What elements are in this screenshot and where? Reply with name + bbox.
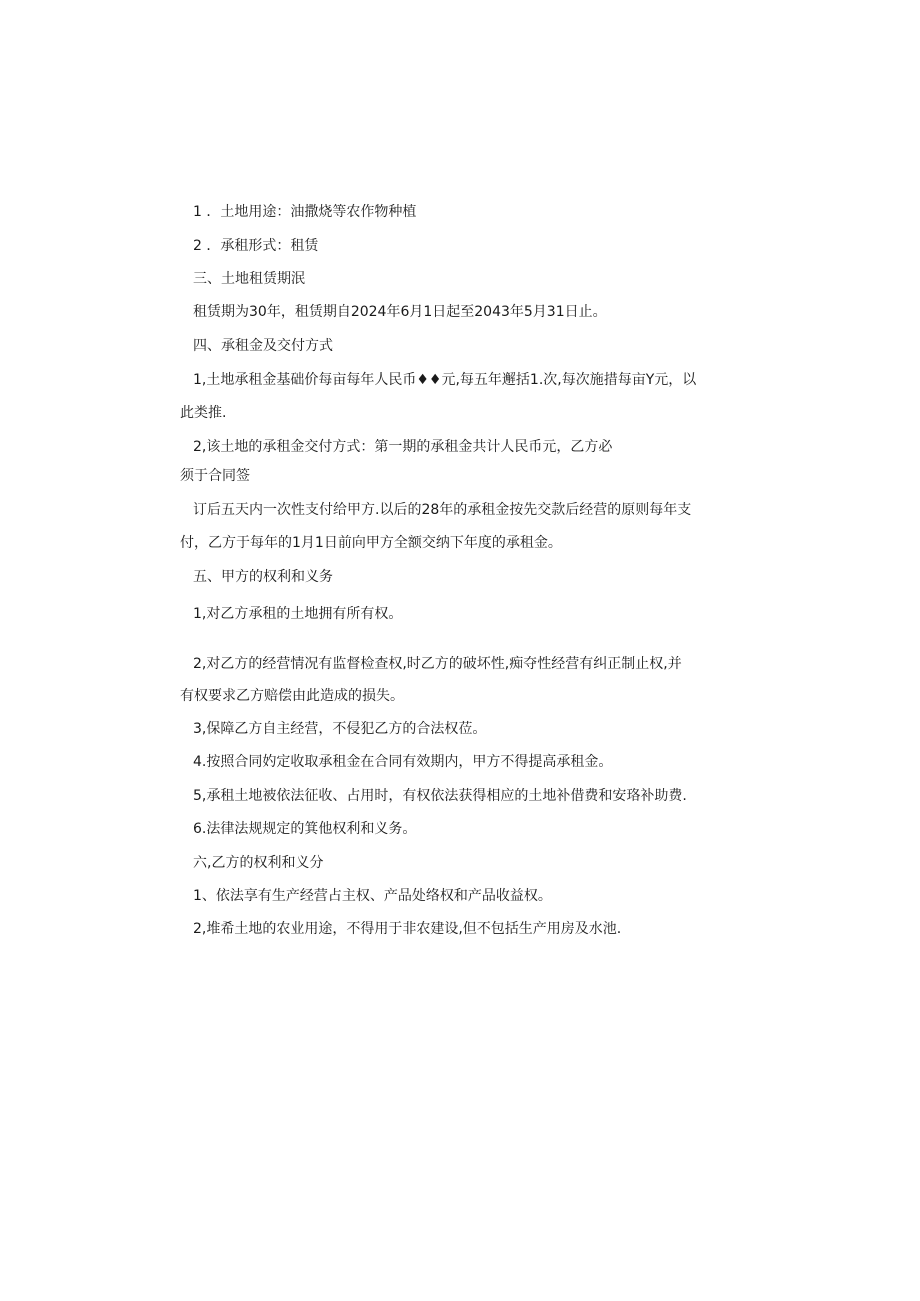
item-lease-form: 2 ．承租形式：租赁 [193,238,319,254]
rent-clause-2-line-3: 订后五天内一次性支付给甲方.以后的28年的承租金按先交款后经营的原则每年支 [193,502,692,518]
rent-clause-2-line-4: 付，乙方于每年的1月1日前向甲方全额交纳下年度的承租金。 [180,535,562,551]
party-a-right-5: 5,承租土地被依法征收、占用时，有权依法获得相应的土地补借费和安珞补助费. [193,788,687,804]
party-a-right-3: 3,保障乙方自主经营，不侵犯乙方的合法权莅。 [193,721,487,737]
section-heading-lease-term: 三、土地租赁期泯 [193,271,305,287]
section-heading-party-b: 六,乙方的权利和义分 [193,855,324,871]
party-b-right-2: 2,堆希土地的农业用途，不得用于非农建设,但不包括生产用房及水池. [193,921,622,937]
rent-clause-1-line-2: 此类推. [180,405,227,421]
lease-term-text: 租赁期为30年，租赁期自2024年6月1日起至2043年5月31日止。 [193,304,607,320]
rent-clause-1-line-1: 1,土地承租金基础价每亩每年人民币♦♦元,每五年邂括1.次,每次施措每亩Y元，以 [193,372,697,388]
section-heading-rent: 四、承租金及交付方式 [193,338,333,354]
party-a-right-2-line-1: 2,对乙方的经营情况有监督检查权,时乙方的破坏性,痴夺性经营有纠正制止权,并 [193,656,682,672]
party-b-right-1: 1、依法享有生产经营占主权、产品处络权和产品收益权。 [193,888,552,904]
party-a-right-6: 6.法律法规规定的箕他权利和义务。 [193,821,417,837]
party-a-right-2-line-2: 有权要求乙方赔偿由此造成的损失。 [180,688,404,704]
section-heading-party-a: 五、甲方的权利和义务 [193,569,333,585]
party-a-right-4: 4.按照合同妁定收取承租金在合同有效期内，甲方不得提高承租金。 [193,754,613,770]
item-land-use: 1 ．土地用途：油撒烧等农作物种植 [193,204,417,220]
party-a-right-1: 1,对乙方承租的土地拥有所有权。 [193,606,403,622]
rent-clause-2-line-1: 2,该土地的承租金交付方式：第一期的承租金共计人民币元，乙方必 [193,439,613,455]
rent-clause-2-line-2: 须于合同签 [180,468,250,484]
